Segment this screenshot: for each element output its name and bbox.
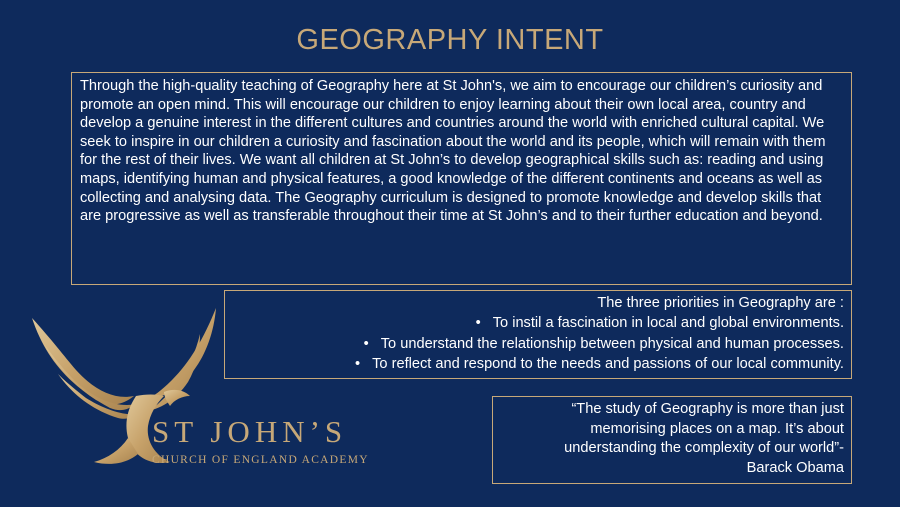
intent-paragraph: Through the high-quality teaching of Geography here at St John's, we aim to encourage our children’s curiosity and promote an open mind. This will encourage our children to enjoy learning about their own local area, country and develop a genuine interest in the different cultures and countries around the world with enriched cultural capital. We seek to inspire in our children a curiosity and fascination about the world and its people, which will remain with them for the rest of their lives. We want all children at St John’s to develop geographical skills such as: reading and using maps, identifying human and physical features, a good knowledge of the different continents and oceans as well as collecting and analysing data. The Geography curriculum is designed to promote knowledge and develop skills that are progressive as well as transferable throughout their time at St John’s and to their further education and beyond. (80, 78, 826, 225)
logo-subtitle: CHURCH OF ENGLAND ACADEMY (152, 454, 369, 466)
quote-box (492, 396, 852, 484)
intent-text-box (71, 72, 852, 285)
priority-item: • To understand the relationship between physical and human processes. (232, 334, 844, 354)
quote-author: Barack Obama (746, 459, 844, 476)
quote-text: “The study of Geography is more than just memorising places on a map. It’s about understanding the complexity of our world”- (564, 401, 844, 456)
priority-item: • To instil a fascination in local and global environments. (232, 313, 844, 333)
priorities-heading: The three priorities in Geography are : (597, 295, 844, 311)
page-title: GEOGRAPHY INTENT (296, 24, 604, 56)
logo-name: ST JOHN’S (152, 414, 348, 449)
priority-item: • To reflect and respond to the needs and passions of our local community. (232, 354, 844, 374)
